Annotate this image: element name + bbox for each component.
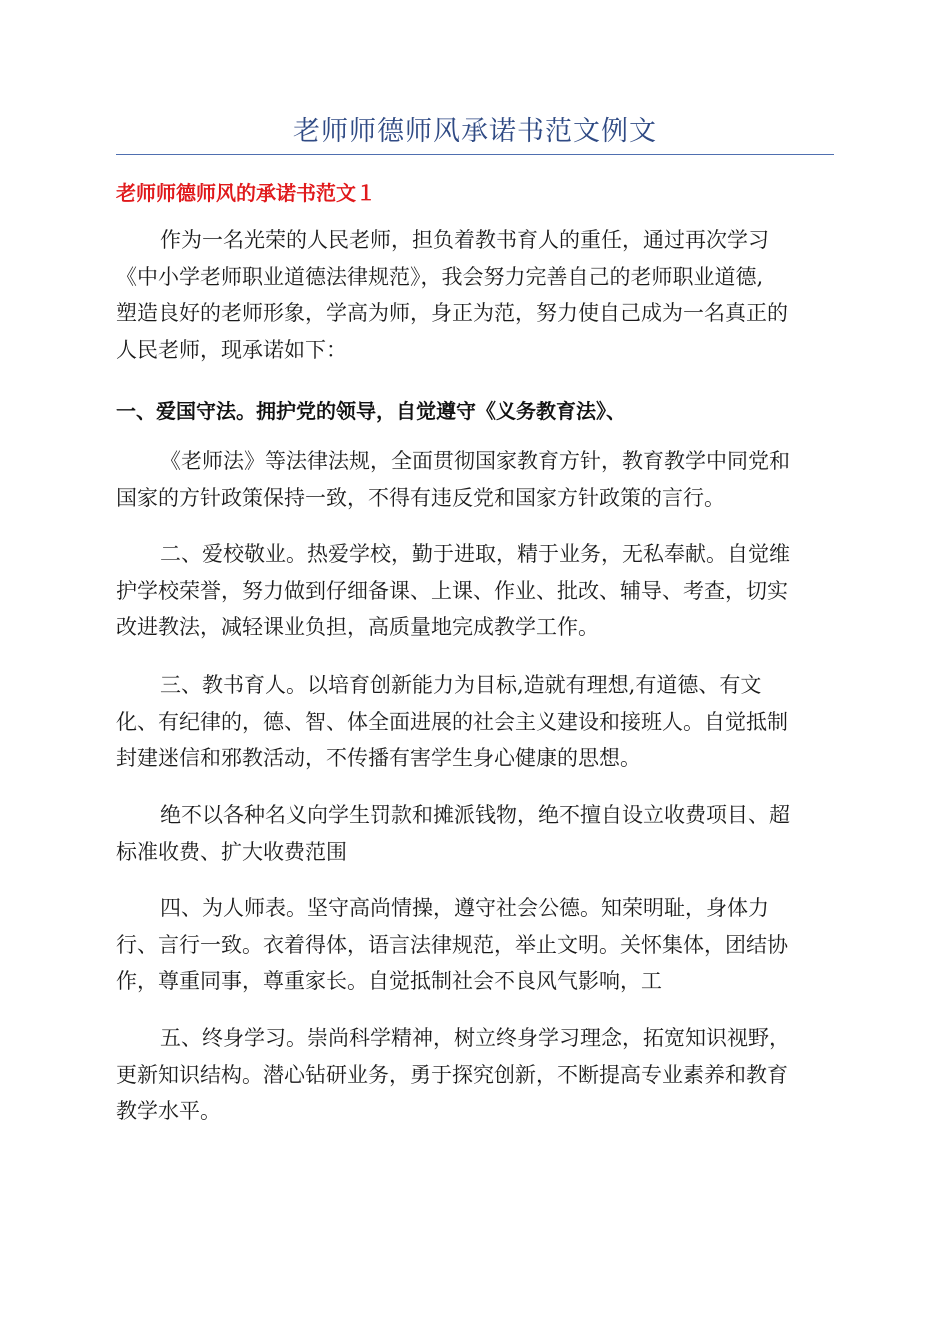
paragraph-line: 行、言行一致。衣着得体，语言法律规范，举止文明。关怀集体，团结协 bbox=[116, 932, 788, 957]
pledge-paragraph-6 bbox=[116, 1020, 834, 1130]
paragraph-line: 五、终身学习。崇尚科学精神，树立终身学习理念，拓宽知识视野， bbox=[160, 1026, 790, 1050]
document-title: 老师师德师风承诺书范文例文 bbox=[293, 116, 657, 147]
pledge-heading-1: 一、爱国守法。拥护党的领导，自觉遵守《义务教育法》、 bbox=[116, 399, 626, 423]
pledge-paragraph-2 bbox=[116, 536, 834, 646]
paragraph-line: 作为一名光荣的人民老师，担负着教书育人的重任，通过再次学习 bbox=[160, 228, 769, 252]
paragraph-line: 三、教书育人。以培育创新能力为目标,造就有理想,有道德、有文 bbox=[160, 673, 762, 697]
paragraph-line: 二、爱校敬业。热爱学校，勤于进取，精于业务，无私奉献。自觉维 bbox=[160, 542, 790, 566]
section-heading: 老师师德师风的承诺书范文１ bbox=[116, 181, 376, 205]
paragraph-line: 人民老师，现承诺如下： bbox=[116, 337, 347, 362]
paragraph-line: 四、为人师表。坚守高尚情操，遵守社会公德。知荣明耻，身体力 bbox=[160, 896, 769, 920]
pledge-paragraph-3 bbox=[116, 667, 834, 777]
paragraph-line: 更新知识结构。潜心钻研业务，勇于探究创新，不断提高专业素养和教育 bbox=[116, 1062, 788, 1087]
paragraph-line: 改进教法，减轻课业负担，高质量地完成教学工作。 bbox=[116, 615, 599, 639]
title-underline bbox=[116, 154, 834, 155]
paragraph-line: 国家的方针政策保持一致，不得有违反党和国家方针政策的言行。 bbox=[116, 485, 725, 510]
paragraph-line: 《老师法》等法律法规，全面贯彻国家教育方针，教育教学中同党和 bbox=[160, 449, 790, 473]
pledge-paragraph-1 bbox=[116, 443, 834, 516]
intro-paragraph bbox=[116, 222, 834, 368]
paragraph-line: 塑造良好的老师形象，学高为师，身正为范，努力使自己成为一名真正的 bbox=[116, 301, 788, 325]
pledge-paragraph-5 bbox=[116, 890, 834, 1000]
paragraph-line: 封建迷信和邪教活动，不传播有害学生身心健康的思想。 bbox=[116, 746, 641, 770]
paragraph-line: 护学校荣誉，努力做到仔细备课、上课、作业、批改、辅导、考查，切实 bbox=[116, 578, 788, 603]
paragraph-line: 作，尊重同事，尊重家长。自觉抵制社会不良风气影响，工 bbox=[116, 969, 662, 993]
paragraph-line: 标准收费、扩大收费范围 bbox=[116, 839, 347, 864]
paragraph-line: 化、有纪律的，德、智、体全面进展的社会主义建设和接班人。自觉抵制 bbox=[116, 709, 788, 734]
paragraph-line: 绝不以各种名义向学生罚款和摊派钱物，绝不擅自设立收费项目、超 bbox=[160, 803, 790, 827]
paragraph-line: 《中小学老师职业道德法律规范》，我会努力完善自己的老师职业道德, bbox=[116, 264, 764, 289]
paragraph-line: 教学水平。 bbox=[116, 1099, 221, 1123]
pledge-paragraph-4 bbox=[116, 797, 834, 870]
